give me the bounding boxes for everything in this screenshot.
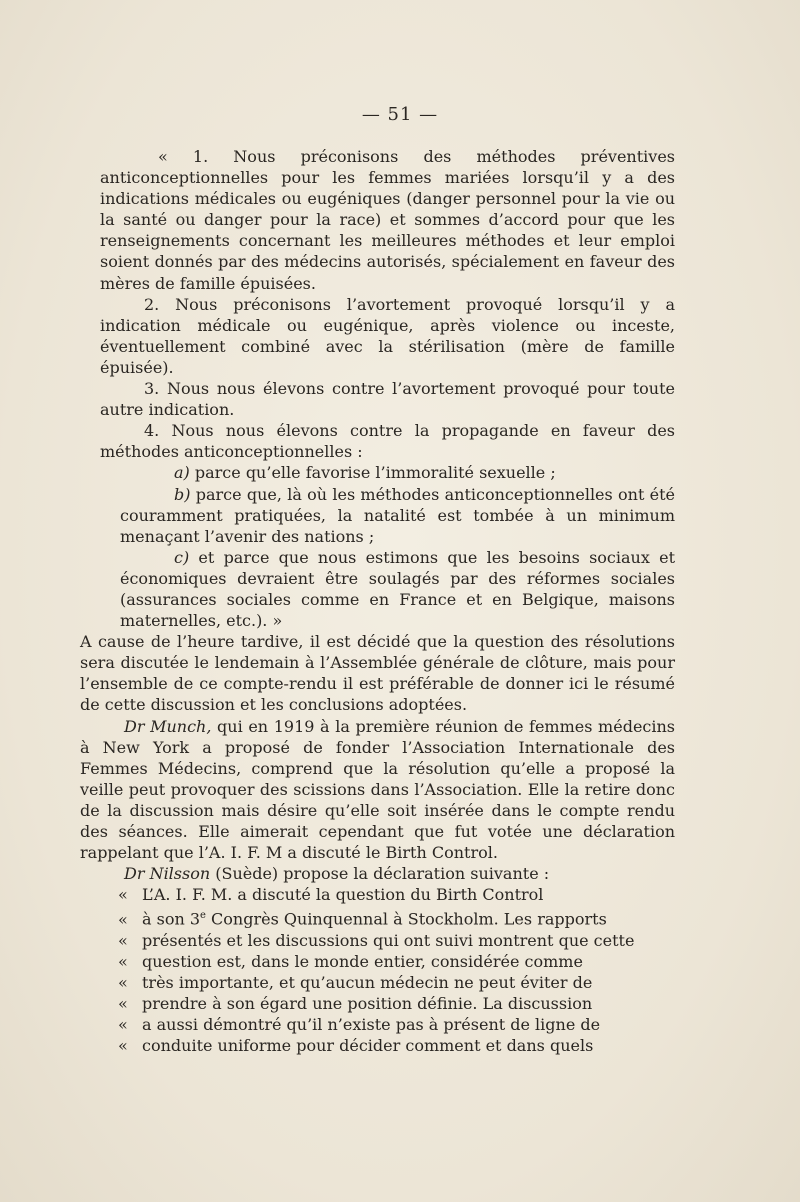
resolution-4-reasons: [100, 462, 675, 631]
quote-mark: «: [118, 885, 128, 905]
reason-c-letter: c): [174, 547, 190, 567]
declaration-line-4: [118, 951, 675, 972]
reason-a-text: parce qu’elle favorise l’immoralité sexuelle ;: [189, 463, 556, 483]
declaration-text: très importante, et qu’aucun médecin ne peut éviter de: [142, 972, 593, 992]
superscript: e: [200, 910, 206, 922]
declaration-text: conduite uniforme pour décider comment et dans quels: [142, 1036, 594, 1056]
declaration-text: présentés et les discussions qui ont suivi montrent que cette: [142, 930, 635, 950]
reason-b-letter: b): [174, 484, 191, 504]
munch-text: qui en 1919 à la première réunion de femmes médecins à New York a proposé de fonder l’Association Internationale des Femmes Médecins, comprend que la résolution qu’elle a proposé la veille peut provoquer des scissions dans l’Association. Elle la retire donc de la discussion mais désire qu’elle soit insérée dans le compte rendu des séances. Elle aimerait cependant que fut votée une déclaration rappelant que l’A. I. F. M a discuté le Birth Control.: [80, 716, 676, 863]
declaration-quote: [100, 884, 675, 1056]
reason-b-text: parce que, là où les méthodes anticonceptionnelles ont été couramment pratiquées, la natalité est tombée à un minimum menaçant l’avenir des nations ;: [120, 484, 675, 546]
quote-mark: «: [118, 1036, 128, 1056]
declaration-line-2: [118, 905, 675, 929]
declaration-line-5: [118, 972, 675, 993]
declaration-line-3: [118, 930, 675, 951]
nilsson-paragraph: [80, 863, 675, 884]
declaration-line-6: [118, 993, 675, 1014]
quote-mark: «: [118, 994, 128, 1014]
munch-paragraph: [80, 716, 675, 864]
quote-mark: «: [118, 930, 128, 950]
declaration-line-1: [118, 884, 675, 905]
quote-mark: «: [118, 951, 128, 971]
declaration-text: prendre à son égard une position définie. La discussion: [142, 994, 593, 1014]
resolution-4: 4. Nous nous élevons contre la propagande en faveur des méthodes anticonceptionnelles :: [100, 421, 675, 462]
declaration-text: question est, dans le monde entier, considérée comme: [142, 951, 583, 971]
resolution-3: 3. Nous nous élevons contre l’avortement provoqué pour toute autre indication.: [100, 379, 675, 420]
declaration-text: Congrès Quinquennal à Stockholm. Les rapports: [205, 909, 607, 929]
declaration-text: L’A. I. F. M. a discuté la question du Birth Control: [142, 885, 544, 905]
late-hour-paragraph: A cause de l’heure tardive, il est décidé que la question des résolutions sera discutée le lendemain à l’Assemblée générale de clôture, mais pour l’ensemble de ce compte-rendu il est préférable de donner ici le résumé de cette discussion et les conclusions adoptées.: [80, 632, 675, 715]
nilsson-text: (Suède) propose la déclaration suivante :: [210, 864, 550, 884]
declaration-text: à son 3: [142, 909, 201, 929]
declaration-line-7: [118, 1014, 675, 1035]
munch-name: Dr Munch,: [124, 716, 212, 736]
quote-mark: «: [118, 909, 128, 929]
resolution-1: « 1. Nous préconisons des méthodes préventives anticonceptionnelles pour les femmes mariées lorsqu’il y a des indications médicales ou eugéniques (danger personnel pour la vie ou la santé ou danger pour la race) et sommes d’accord pour que les renseignements concernant les meilleures méthodes et leur emploi soient donnés par des médecins autorisés, spécialement en faveur des mères de famille épuisées.: [100, 147, 675, 293]
reason-a-letter: a): [174, 463, 190, 483]
declaration-text: a aussi démontré qu’il n’existe pas à présent de ligne de: [142, 1015, 601, 1035]
resolution-2: 2. Nous préconisons l’avortement provoqué lorsqu’il y a indication médicale ou eugénique, après violence ou inceste, éventuellement combiné avec la stérilisation (mère de famille épuisée).: [100, 294, 675, 377]
reason-a: [120, 462, 675, 483]
reason-c: [120, 547, 675, 631]
reason-c-text: et parce que nous estimons que les besoins sociaux et économiques devraient être soulagés par des réformes sociales (assurances sociales comme en France et en Belgique, maisons maternelles, etc.). »: [120, 547, 675, 631]
nilsson-name: Dr Nilsson: [124, 864, 211, 884]
quote-mark: «: [118, 1015, 128, 1035]
declaration-line-8: [118, 1035, 675, 1056]
reason-b: [120, 484, 675, 547]
page-number: — 51 —: [361, 104, 439, 125]
quote-mark: «: [118, 972, 128, 992]
page-body: [80, 146, 676, 1056]
